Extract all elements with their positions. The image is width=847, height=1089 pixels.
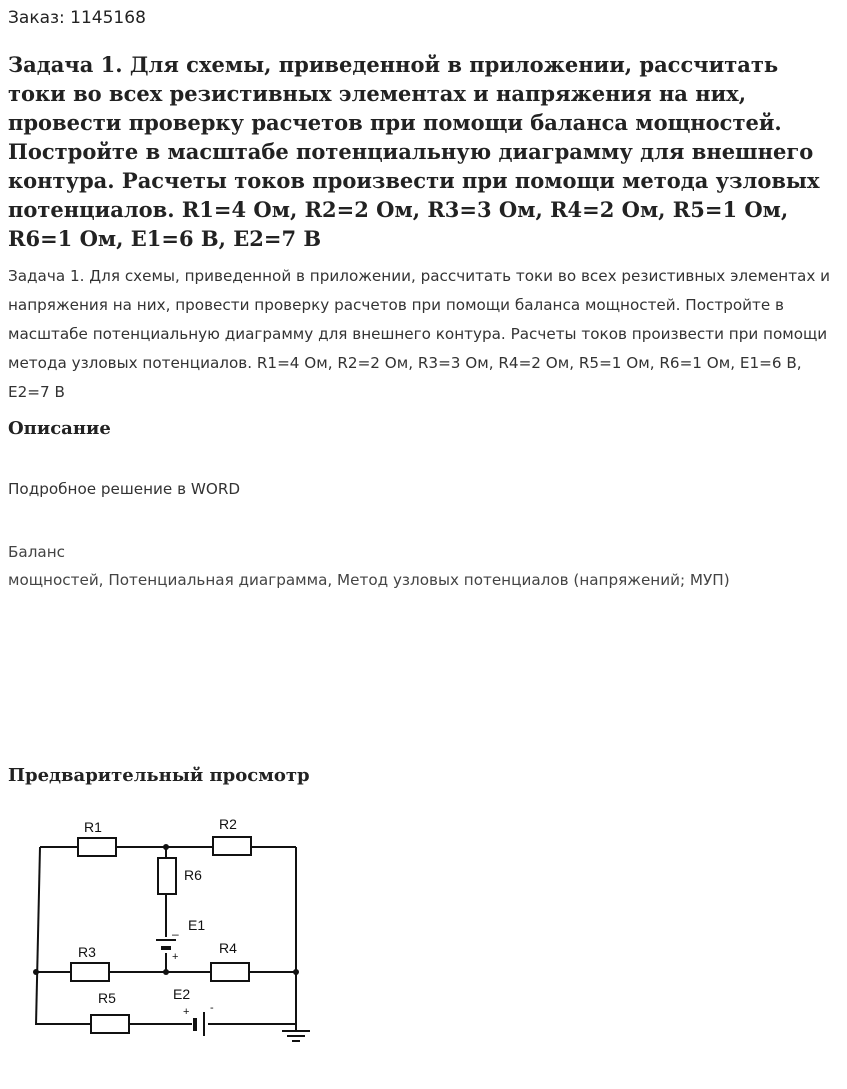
label-e2-plus: + — [183, 1006, 190, 1018]
resistor-r3 — [71, 963, 109, 981]
label-e2-minus: - — [210, 1002, 214, 1014]
label-e1: E1 — [188, 917, 206, 933]
node-top — [163, 844, 169, 850]
task-text: Задача 1. Для схемы, приведенной в приложении, рассчитать токи во всех резистивных элементах и напряжения на них, провести проверку расчетов при помощи баланса мощностей. Постройте в масштабе потенциальную диаграмму для внешнего контура. Расчеты токов произвести при помощи метода узловых потенциалов. R1=4 Ом, R2=2 Ом, R3=3 Ом, R4=2 Ом, R5=1 Ом, R6=1 Ом, E1=6 В, E2=7 В — [8, 267, 831, 401]
resistor-r1 — [78, 838, 116, 856]
label-r2: R2 — [219, 816, 237, 832]
description-tags — [8, 538, 840, 594]
resistor-r2 — [213, 837, 251, 855]
label-r5: R5 — [98, 990, 116, 1006]
resistor-r5 — [91, 1015, 129, 1033]
node-middle — [163, 969, 169, 975]
label-r3: R3 — [78, 944, 96, 960]
label-e1-minus: – — [172, 927, 179, 941]
task-title: Задача 1. Для схемы, приведенной в приложении, рассчитать токи во всех резистивных элементах и напряжения на них, провести проверку расчетов при помощи баланса мощностей. Постройте в масштабе потенциальную диаграмму для внешнего контура. Расчеты токов произвести при помощи метода узловых потенциалов. R1=4 Ом, R2=2 Ом, R3=3 Ом, R4=2 Ом, R5=1 Ом, R6=1 Ом, E1=6 В, E2=7 В — [8, 52, 820, 251]
label-e1-plus: + — [172, 951, 179, 963]
wire-left — [36, 847, 40, 1025]
circuit-diagram — [20, 805, 340, 1055]
node-left — [33, 969, 39, 975]
tags-line-2: мощностей, Потенциальная диаграмма, Метод узловых потенциалов (напряжений; МУП) — [8, 571, 730, 589]
description-heading: Описание — [8, 418, 111, 439]
order-number: Заказ: 1145168 — [8, 8, 146, 28]
tags-line-1: Баланс — [8, 543, 66, 561]
label-r4: R4 — [219, 940, 237, 956]
resistor-r6 — [158, 858, 176, 894]
resistor-r4 — [211, 963, 249, 981]
label-e2: E2 — [173, 986, 191, 1002]
node-right — [293, 969, 299, 975]
label-r1: R1 — [84, 819, 102, 835]
label-r6: R6 — [184, 867, 202, 883]
preview-heading: Предварительный просмотр — [8, 765, 310, 786]
description-text: Подробное решение в WORD — [8, 480, 241, 498]
